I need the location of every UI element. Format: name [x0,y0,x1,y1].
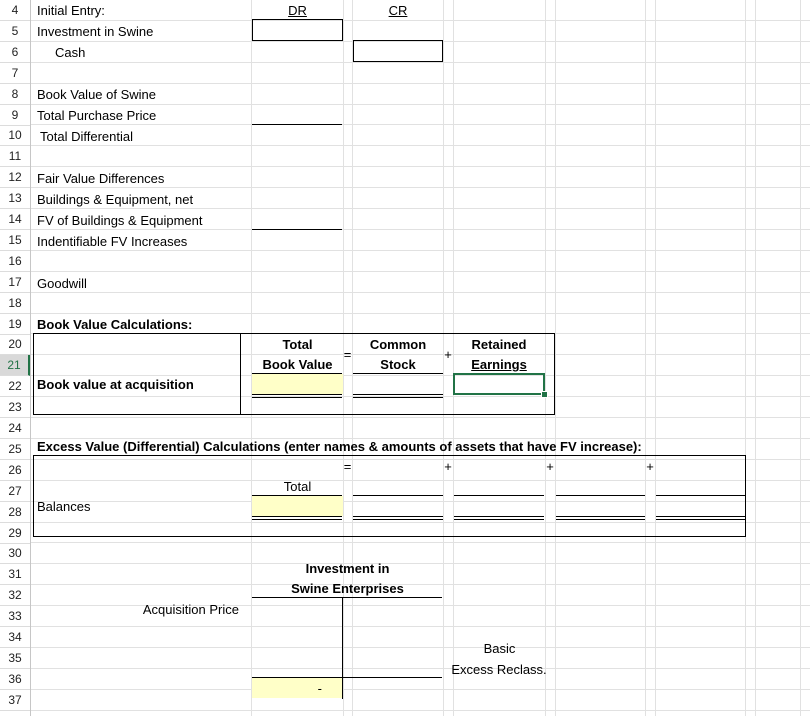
total-book-value-header-line1: Total [282,337,313,352]
gridline [31,689,810,690]
row-header[interactable]: 10 [0,125,30,146]
row-header[interactable]: 5 [0,21,30,42]
gridline [31,313,810,314]
row-header[interactable]: 15 [0,230,30,251]
plus-sign: + [444,459,452,474]
row-header[interactable]: 23 [0,397,30,418]
total-book-value-header-line2: Book Value [262,357,333,372]
header-underline [353,495,443,496]
gridline [31,229,810,230]
gridline [31,668,810,669]
row-header-column[interactable] [0,0,30,716]
double-underline [353,397,443,398]
row-header[interactable]: 28 [0,502,30,523]
double-underline [353,516,443,517]
gridline [31,62,810,63]
gridline [31,124,810,125]
basic-label: Basic [483,641,516,656]
gridline [31,626,810,627]
row-header[interactable]: 30 [0,543,30,564]
row-header[interactable]: 13 [0,188,30,209]
gridline [755,0,756,716]
row-header[interactable]: 14 [0,209,30,230]
t-account-center-line [342,597,343,699]
row-header[interactable]: 12 [0,167,30,188]
row-header[interactable]: 33 [0,606,30,627]
retained-earnings-header-line1: Retained [471,337,527,352]
header-underline [454,495,544,496]
buildings-equipment-net-label: Buildings & Equipment, net [37,192,194,207]
acquisition-price-label: Acquisition Price [142,602,239,617]
double-underline [252,397,342,398]
row-header[interactable]: 31 [0,564,30,585]
gridline [31,250,810,251]
row-header[interactable]: 36 [0,669,30,690]
book-value-of-swine-label: Book Value of Swine [37,87,156,102]
total-column-header: Total [283,479,312,494]
total-book-value-input[interactable] [252,374,343,394]
total-differential-label: Total Differential [40,129,133,144]
row-header[interactable]: 26 [0,460,30,481]
total-line [252,229,342,230]
cash-label: Cash [55,45,86,60]
excess-value-table [33,455,746,537]
cr-amount-input[interactable] [353,40,443,62]
fv-buildings-equipment-label: FV of Buildings & Equipment [37,213,203,228]
row-header[interactable]: 32 [0,585,30,606]
double-underline [353,394,443,395]
row-header[interactable]: 22 [0,376,30,397]
double-underline [252,519,342,520]
t-account-top-line [252,597,442,598]
equals-sign: = [343,459,352,474]
identifiable-fv-increases-label: Indentifiable FV Increases [37,234,188,249]
row-header[interactable]: 20 [0,334,30,355]
common-stock-header-line1: Common [369,337,427,352]
gridline [31,20,810,21]
header-underline [656,495,745,496]
double-underline [353,519,443,520]
gridline [655,0,656,716]
double-underline [252,516,342,517]
t-account-title-line1: Investment in [305,561,390,576]
row-header[interactable]: 34 [0,627,30,648]
double-underline [454,516,544,517]
book-value-at-acquisition-label: Book value at acquisition [37,377,194,392]
header-underline [556,495,645,496]
row-header-border [30,0,31,716]
table-divider [240,333,241,415]
total-purchase-price-label: Total Purchase Price [37,108,157,123]
row-header[interactable]: 29 [0,523,30,544]
gridline [31,83,810,84]
double-underline [656,516,745,517]
equals-sign: = [343,347,352,362]
common-stock-header-line2: Stock [380,357,416,372]
gridline [31,104,810,105]
plus-sign: + [646,459,654,474]
row-header[interactable]: 35 [0,648,30,669]
double-underline [556,516,645,517]
t-account-title-line2: Swine Enterprises [291,581,404,596]
double-underline [252,394,342,395]
row-header[interactable]: 21 [0,355,30,376]
row-header[interactable]: 6 [0,42,30,63]
excess-value-heading: Excess Value (Differential) Calculations (enter names & amounts of assets that have FV increase): [37,439,642,454]
plus-sign: + [444,347,452,362]
dr-amount-input[interactable] [252,19,343,41]
plus-sign: + [546,459,554,474]
row-header[interactable]: 4 [0,0,30,21]
investment-in-swine-label: Investment in Swine [37,24,154,39]
row-header[interactable]: 27 [0,481,30,502]
fill-handle[interactable] [541,391,548,398]
book-value-calculations-heading: Book Value Calculations: [37,317,193,332]
dr-header: DR [288,3,307,18]
row-header[interactable]: 18 [0,293,30,314]
gridline [31,417,810,418]
row-header[interactable]: 37 [0,690,30,711]
gridline [800,0,801,716]
row-header[interactable]: 19 [0,314,30,335]
gridline [555,0,556,716]
row-header[interactable]: 16 [0,251,30,272]
total-line [252,124,342,125]
retained-earnings-header-line2: Earnings [471,357,527,372]
row-header[interactable]: 8 [0,84,30,105]
double-underline [656,519,745,520]
gridline [31,710,810,711]
gridline [31,292,810,293]
selected-cell-retained-earnings[interactable] [453,373,545,395]
double-underline [454,519,544,520]
row-header[interactable]: 24 [0,418,30,439]
gridline [645,0,646,716]
row-header[interactable]: 25 [0,439,30,460]
fair-value-differences-heading: Fair Value Differences [37,171,165,186]
row-header[interactable]: 11 [0,146,30,167]
header-underline [353,373,443,374]
gridline [31,542,810,543]
row-header[interactable]: 7 [0,63,30,84]
row-header[interactable]: 17 [0,272,30,293]
excess-reclass-label: Excess Reclass. [451,662,547,677]
cr-header: CR [388,3,408,18]
initial-entry-label: Initial Entry: [37,3,105,18]
balances-label: Balances [37,499,91,514]
gridline [31,647,810,648]
gridline [745,0,746,716]
total-balance-input[interactable] [252,496,343,516]
gridline [31,145,810,146]
gridline [31,166,810,167]
t-account-balance-value: - [317,681,322,696]
gridline [31,271,810,272]
double-underline [556,519,645,520]
row-header[interactable]: 9 [0,105,30,126]
gridline [31,208,810,209]
goodwill-label: Goodwill [37,276,87,291]
gridline [31,187,810,188]
